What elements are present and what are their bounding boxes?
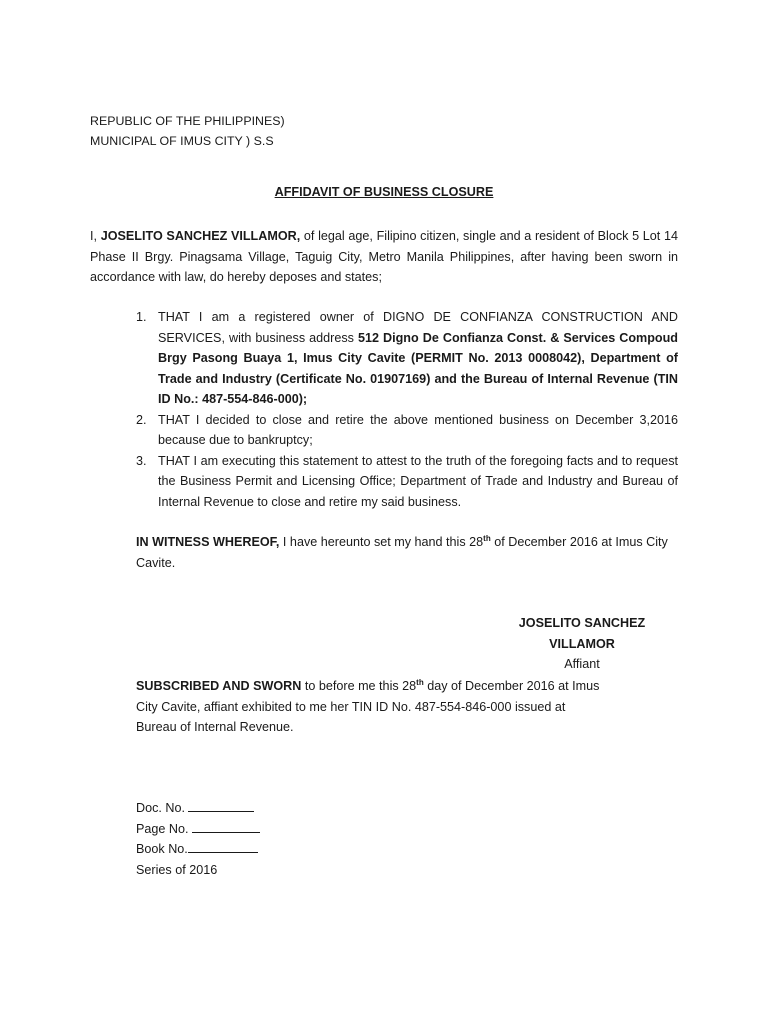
document-title: AFFIDAVIT OF BUSINESS CLOSURE — [274, 185, 494, 199]
venue-line-1: REPUBLIC OF THE PHILIPPINES) — [90, 114, 285, 128]
jurat-paragraph — [136, 676, 636, 738]
signature-block — [486, 613, 678, 675]
page-number-blank — [192, 819, 260, 833]
list-item-text: THAT I am executing this statement to attest to the truth of the foregoing facts and to request the Business Permit and Licensing Office; Department of Trade and Industry and Bureau of Internal Revenue to close and retire my said business. — [158, 453, 678, 509]
list-item-number: 3. — [136, 453, 147, 468]
jurat-text-a: to before me this 28 — [301, 679, 417, 693]
series-line: Series of 2016 — [136, 863, 218, 878]
doc-number-line — [136, 798, 260, 819]
signatory-role: Affiant — [564, 657, 600, 671]
list-item-text: THAT I am a registered owner of DIGNO DE CONFIANZA CONSTRUCTION AND SERVICES, with business address — [158, 310, 678, 345]
witness-lead: IN WITNESS WHEREOF, — [136, 535, 280, 549]
intro-prefix: I, — [90, 229, 101, 243]
statements-list — [136, 307, 678, 512]
intro-text: of legal age, Filipino citizen, single and a resident of Block 5 Lot 14 Phase II Brgy. Pinagsama Village, Taguig City, Metro Manila Philippines, after having been sworn in accordance with law, do hereby deposes and states; — [90, 229, 678, 284]
business-details: 512 Digno De Confianza Const. & Services Compoud Brgy Pasong Buaya 1, Imus City Cavite (PERMIT No. 2013 0008042), Department of Trade and Industry (Certificate No. 01907169) and the Bureau of Internal Revenue (TIN ID No.: 487-554-846-000); — [158, 330, 678, 406]
jurat-line-1 — [136, 676, 636, 697]
witness-text-a: I have hereunto set my hand this 28 — [279, 535, 484, 549]
notary-register — [136, 798, 260, 881]
list-item — [136, 410, 678, 451]
page-number-label: Page No. — [136, 821, 189, 836]
book-number-blank — [188, 839, 258, 853]
jurat-ordinal: th — [416, 678, 424, 687]
list-item-number: 1. — [136, 310, 147, 324]
jurat-line-2: City Cavite, affiant exhibited to me her TIN ID No. 487-554-846-000 issued at — [136, 699, 566, 714]
jurat-lead: SUBSCRIBED AND SWORN — [136, 679, 302, 693]
doc-number-label: Doc. No. — [136, 801, 185, 815]
intro-paragraph — [90, 226, 678, 288]
venue-header — [90, 111, 285, 151]
jurat-line-3: Bureau of Internal Revenue. — [136, 720, 294, 734]
signatory-name: JOSELITO SANCHEZ VILLAMOR — [518, 616, 646, 651]
book-number-label: Book No. — [136, 842, 188, 857]
book-number-line — [136, 839, 260, 860]
witness-ordinal: th — [483, 534, 491, 543]
witness-paragraph — [136, 532, 678, 573]
page-number-line — [136, 819, 260, 840]
affiant-name: JOSELITO SANCHEZ VILLAMOR, — [100, 229, 301, 243]
venue-line-2: MUNICIPAL OF IMUS CITY ) S.S — [90, 134, 274, 148]
list-item-number: 2. — [136, 412, 147, 427]
witness-text-b: of December 2016 at Imus City Cavite. — [136, 535, 668, 570]
list-item-text: THAT I decided to close and retire the above mentioned business on December 3,2016 because due to bankruptcy; — [158, 412, 678, 447]
list-item — [136, 451, 678, 513]
jurat-text-b: day of December 2016 at Imus — [423, 679, 600, 693]
list-item — [136, 307, 678, 410]
doc-number-blank — [188, 798, 254, 812]
